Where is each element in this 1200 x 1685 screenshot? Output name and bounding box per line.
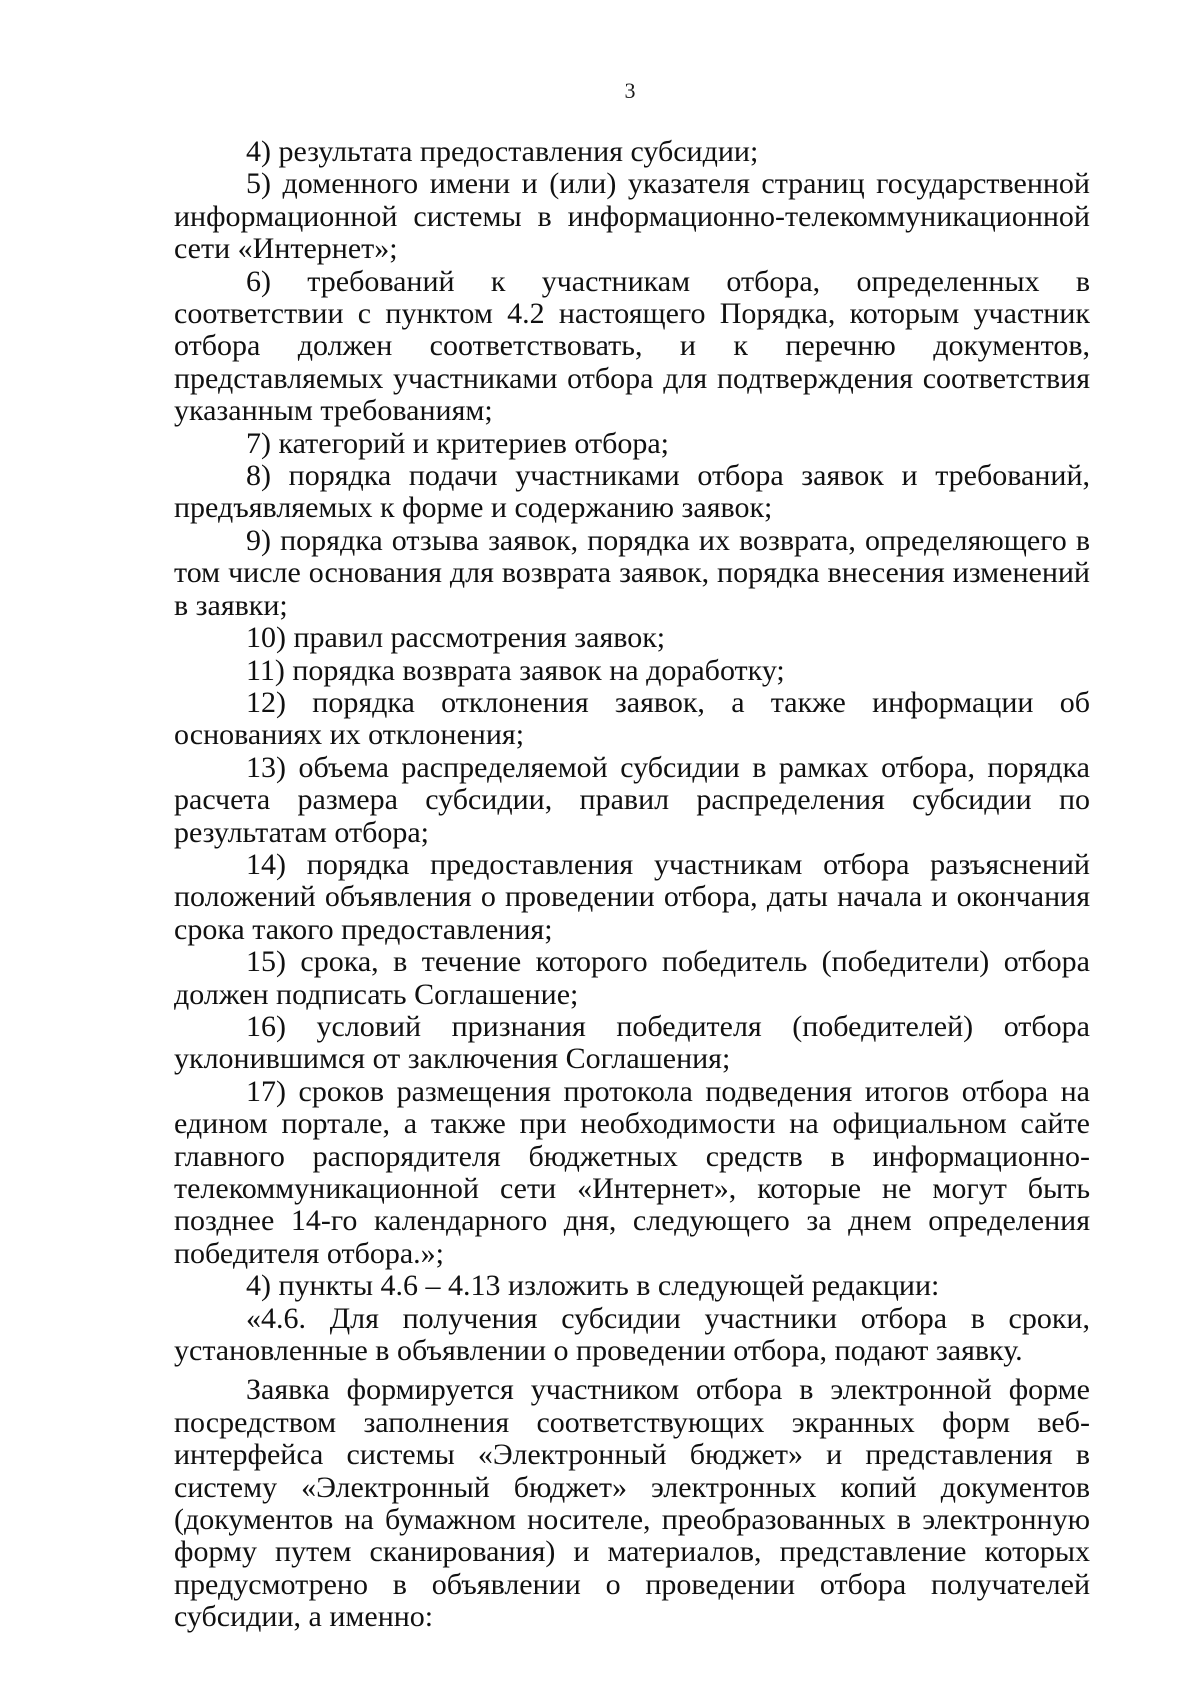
paragraph-item-9: 9) порядка отзыва заявок, порядка их возврата, определяющего в том числе основания для возврата заявок, порядка внесения изменений в заявки; [174, 523, 1090, 622]
page-number: 3 [624, 78, 636, 103]
paragraph-item-13: 13) объема распределяемой субсидии в рамках отбора, порядка расчета размера субсидии, правил распределения субсидии по результатам отбора; [174, 750, 1090, 849]
paragraph-item-7: 7) категорий и критериев отбора; [246, 426, 670, 460]
paragraph-item-16: 16) условий признания победителя (победителей) отбора уклонившимся от заключения Соглашения; [174, 1009, 1090, 1076]
paragraph-item-5: 5) доменного имени и (или) указателя страниц государственной информационной системы в информационно-телекоммуникационной сети «Интернет»; [174, 167, 1090, 266]
paragraph-item-15: 15) срока, в течение которого победитель (победители) отбора должен подписать Соглашение; [174, 945, 1090, 1011]
paragraph-clause-4-6: «4.6. Для получения субсидии участники отбора в сроки, установленные в объявлении о проведении отбора, подают заявку. [174, 1301, 1090, 1368]
paragraph-application-form: Заявка формируется участником отбора в электронной форме посредством заполнения соответствующих экранных форм веб-интерфейса системы «Электронный бюджет» и представления в систему «Электронный бюджет» электронных копий документов (документов на бумажном носителе, преобразованных в электронную форму путем сканирования) и материалов, представление которых предусмотрено в объявлении о проведении отбора получателей субсидии, а именно: [174, 1373, 1090, 1634]
paragraph-item-17: 17) сроков размещения протокола подведения итогов отбора на едином портале, а также при необходимости на официальном сайте главного распорядителя бюджетных средств в информационно-телекоммуникационной сети «Интернет», которые не могут быть позднее 14-го календарного дня, следующего за днем определения победителя отбора.»; [174, 1074, 1090, 1270]
paragraph-amendment-4: 4) пункты 4.6 – 4.13 изложить в следующей редакции: [246, 1269, 940, 1303]
paragraph-item-6: 6) требований к участникам отбора, определенных в соответствии с пунктом 4.2 настоящего Порядка, которым участник отбора должен соответствовать, и к перечню документов, представляемых участниками отбора для подтверждения соответствия указанным требованиям; [174, 264, 1090, 428]
paragraph-item-8: 8) порядка подачи участниками отбора заявок и требований, предъявляемых к форме и содержанию заявок; [174, 459, 1090, 525]
paragraph-item-11: 11) порядка возврата заявок на доработку; [246, 653, 785, 687]
paragraph-item-4: 4) результата предоставления субсидии; [246, 135, 759, 168]
paragraph-item-12: 12) порядка отклонения заявок, а также информации об основаниях их отклонения; [174, 685, 1090, 752]
paragraph-item-10: 10) правил рассмотрения заявок; [246, 621, 666, 655]
paragraph-item-14: 14) порядка предоставления участникам отбора разъяснений положений объявления о проведении отбора, даты начала и окончания срока такого предоставления; [174, 847, 1090, 946]
document-body [174, 136, 1090, 1634]
